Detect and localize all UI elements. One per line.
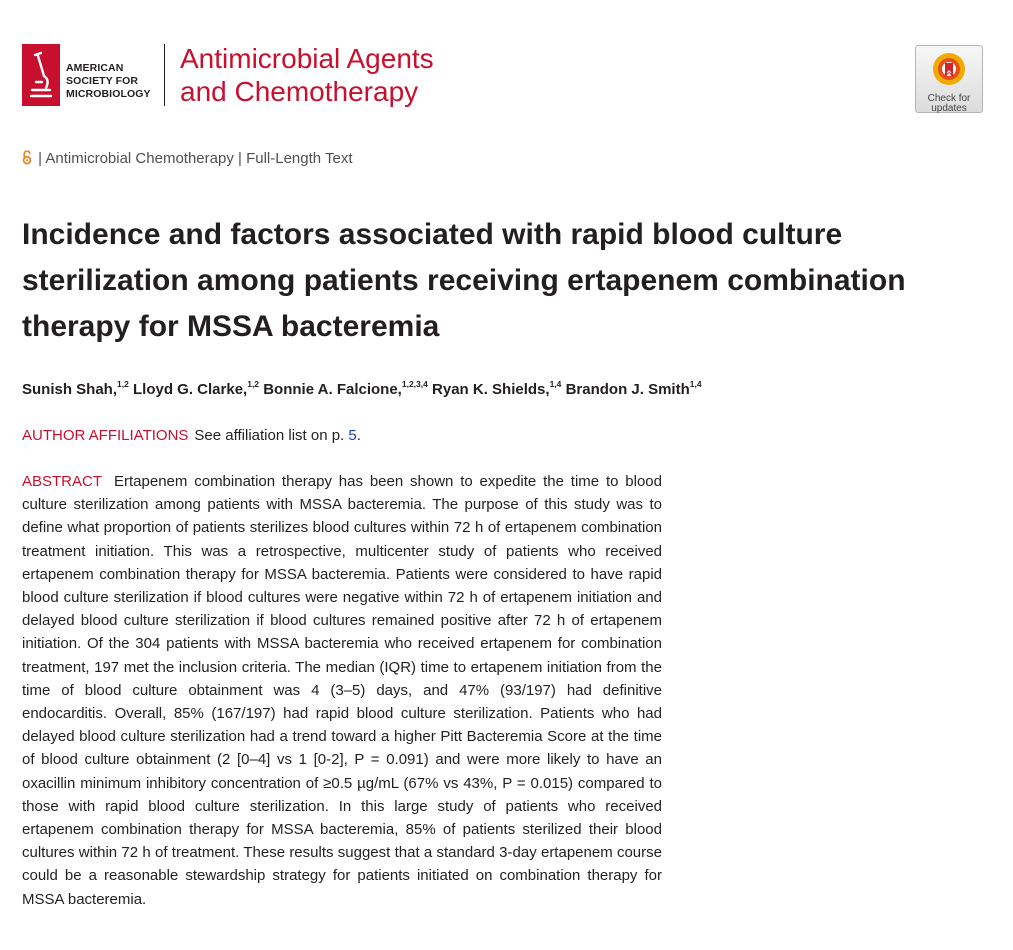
- crossmark-icon: [931, 51, 967, 87]
- author-affiliations: [22, 426, 361, 446]
- author-list: [22, 379, 702, 401]
- check-for-updates-button[interactable]: [915, 45, 983, 113]
- author-affiliation-marker: 1,2,3,4: [401, 379, 428, 389]
- journal-title-line-1: Antimicrobial Agents: [180, 43, 434, 74]
- abstract: [22, 470, 662, 911]
- affiliations-page-link[interactable]: 5: [348, 427, 357, 444]
- publisher-name: [66, 62, 151, 101]
- author-name[interactable]: Sunish Shah,: [22, 381, 118, 398]
- publisher-line: MICROBIOLOGY: [66, 88, 151, 100]
- author-name[interactable]: Ryan K. Shields,: [432, 381, 550, 398]
- author-affiliation-marker: 1,4: [549, 379, 562, 389]
- journal-title: [180, 42, 434, 108]
- affiliations-label: AUTHOR AFFILIATIONS: [22, 427, 189, 444]
- article-category: [22, 150, 353, 168]
- check-updates-line-2: updates: [931, 103, 967, 114]
- header-divider: [164, 44, 165, 106]
- publisher-line: SOCIETY FOR: [66, 75, 139, 87]
- journal-title-line-2: and Chemotherapy: [180, 76, 419, 107]
- abstract-text: Ertapenem combination therapy has been shown to expedite the time to blood culture sterilization among patients with MSSA bacteremia. The purpose of this study was to define what proportion of patients sterilizes blood cultures within 72 h of ertapenem combination treatment initiation. This was a retrospective, multicenter study of patients who received ertapenem combination therapy for MSSA bacteremia. Patients were considered to have rapid blood culture sterilization if blood cultures were negative within 72 h of ertapenem initiation and delayed blood culture sterilization if blood cultures remained positive after 72 h of ertapenem initiation. Of the 304 patients with MSSA bacteremia who received ertapenem for combination treatment, 197 met the inclusion criteria. The median (IQR) time to ertapenem initiation from the time of blood culture obtainment was 4 (3–5) days, and 47% (93/197) had definitive endocarditis. Overall, 85% (167/197) had rapid blood culture sterilization. Patients who had delayed blood culture sterilization had a trend toward a higher Pitt Bacteremia Score at the time of blood culture obtainment (2 [0–4] vs 1 [0-2], P = 0.091) and were more likely to have an oxacillin minimum inhibitory concentration of ≥0.5 µg/mL (67% vs 43%, P = 0.015) compared to those with rapid blood culture sterilization. In this large study of patients who received ertapenem combination therapy for MSSA bacteremia, 85% of patients sterilized their blood cultures within 72 h of treatment. These results suggest that a standard 3-day ertapenem course could be a reasonable stewardship strategy for patients initiated on combination therapy for MSSA bacteremia.: [22, 473, 662, 908]
- abstract-label: ABSTRACT: [22, 473, 103, 490]
- author-name[interactable]: Lloyd G. Clarke,: [133, 381, 248, 398]
- affiliations-period: .: [356, 427, 361, 444]
- category-separator: |: [34, 150, 46, 167]
- affiliations-text: See affiliation list on p.: [194, 427, 345, 444]
- author-affiliation-marker: 1,2: [117, 379, 129, 389]
- open-access-icon: [22, 150, 32, 165]
- author-affiliation-marker: 1,2: [247, 379, 260, 389]
- category-separator: |: [233, 150, 247, 167]
- article-title: Incidence and factors associated with rapid blood culture sterilization among patients receiving ertapenem combination therapy for MSSA bacteremia: [22, 218, 906, 343]
- publisher-line: AMERICAN: [66, 62, 124, 74]
- check-updates-line-1: Check for: [927, 93, 971, 104]
- author-name[interactable]: Brandon J. Smith: [565, 381, 690, 398]
- category-section: Antimicrobial Chemotherapy: [45, 150, 234, 167]
- author-affiliation-marker: 1,4: [689, 379, 702, 389]
- author-name[interactable]: Bonnie A. Falcione,: [263, 381, 402, 398]
- category-type: Full-Length Text: [246, 150, 353, 167]
